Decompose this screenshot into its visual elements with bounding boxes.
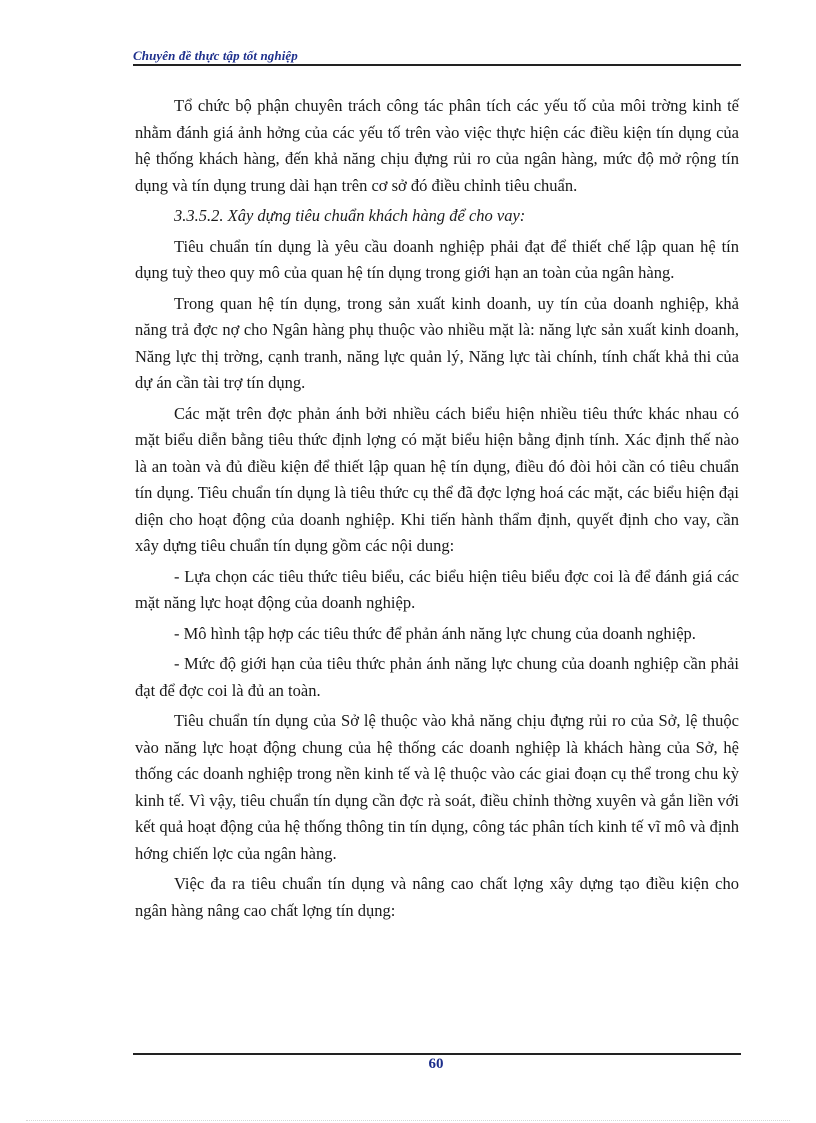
paragraph-credit-standard: Tiêu chuẩn tín dụng là yêu cầu doanh nghiệp phải đạt để thiết chế lập quan hệ tín dụng tuỳ theo quy mô của quan hệ tín dụng trong giới hạn an toàn của ngân hàng. bbox=[135, 236, 739, 282]
list-item-limit-criteria: - Mức độ giới hạn của tiêu thức phản ánh năng lực chung của doanh nghiệp cần phải đạt để đợc coi là đủ an toàn. bbox=[135, 654, 739, 700]
paragraph-standard-dependency: Tiêu chuẩn tín dụng của Sở lệ thuộc vào khả năng chịu đựng rủi ro của Sở, lệ thuộc vào năng lực hoạt động chung của hệ thống các doanh nghiệp là khách hàng của Sở, hệ thống các doanh nghiệp trong nền kinh tế và lệ thuộc vào các giai đoạn cụ thể trong chu kỳ kinh tế. Vì vậy, tiêu chuẩn tín dụng cần đợc rà soát, điều chỉnh thờng xuyên và gắn liền với kết quả hoạt động của hệ thống thông tin tín dụng, công tác phân tích kinh tế vĩ mô và định hớng chiến lợc của ngân hàng. bbox=[135, 711, 739, 863]
page-number: 60 bbox=[428, 1056, 444, 1072]
running-header-title: Chuyên đề thực tập tốt nghiệp bbox=[133, 48, 298, 63]
page-body bbox=[135, 93, 739, 928]
footer-divider bbox=[133, 1053, 741, 1055]
paragraph-conclusion: Việc đa ra tiêu chuẩn tín dụng và nâng cao chất lợng xây dựng tạo điều kiện cho ngân hàng nâng cao chất lợng tín dụng: bbox=[135, 874, 739, 920]
header-divider bbox=[133, 64, 741, 66]
paragraph-credit-relations: Trong quan hệ tín dụng, trong sản xuất kinh doanh, uy tín của doanh nghiệp, khả năng trả đợc nợ cho Ngân hàng phụ thuộc vào nhiều mặt là: năng lực sản xuất kinh doanh, Năng lực thị trờng, cạnh tranh, năng lực quản lý, Năng lực tài chính, tính chất khả thi của dự án cần tài trợ tín dụng. bbox=[135, 293, 739, 392]
paragraph-criteria-aspects: Các mặt trên đợc phản ánh bởi nhiều cách biểu hiện nhiều tiêu thức khác nhau có mặt biểu diễn bằng tiêu thức định lợng có mặt biểu hiện bằng định tính. Xác định thế nào là an toàn và đủ điều kiện để thiết lập quan hệ tín dụng, điều đó đòi hỏi cần có tiêu chuẩn tín dụng. Tiêu chuẩn tín dụng là tiêu thức cụ thể đã đợc lợng hoá các mặt, các biểu hiện đại diện cho hoạt động của doanh nghiệp. Khi tiến hành thẩm định, quyết định cho vay, cần xây dựng tiêu chuẩn tín dụng gồm các nội dung: bbox=[135, 403, 739, 555]
list-item-model-criteria: - Mô hình tập hợp các tiêu thức để phản ánh năng lực chung của doanh nghiệp. bbox=[174, 623, 696, 643]
paragraph-risk-analysis: Tổ chức bộ phận chuyên trách công tác phân tích các yếu tố của môi trờng kinh tế nhằm đánh giá ảnh hởng của các yếu tố trên vào việc thực hiện các điều kiện tín dụng của hệ thống khách hàng, đến khả năng chịu đựng rủi ro của ngân hàng, mức độ mở rộng tín dụng và tín dụng trung dài hạn trên cơ sở đó điều chỉnh tiêu chuẩn. bbox=[135, 96, 739, 195]
section-heading-3-3-5-2: 3.3.5.2. Xây dựng tiêu chuẩn khách hàng để cho vay: bbox=[174, 206, 526, 225]
page-bottom-dotted-line bbox=[26, 1120, 790, 1121]
list-item-select-criteria: - Lựa chọn các tiêu thức tiêu biểu, các biểu hiện tiêu biểu đợc coi là để đánh giá các mặt năng lực hoạt động của doanh nghiệp. bbox=[135, 566, 739, 612]
